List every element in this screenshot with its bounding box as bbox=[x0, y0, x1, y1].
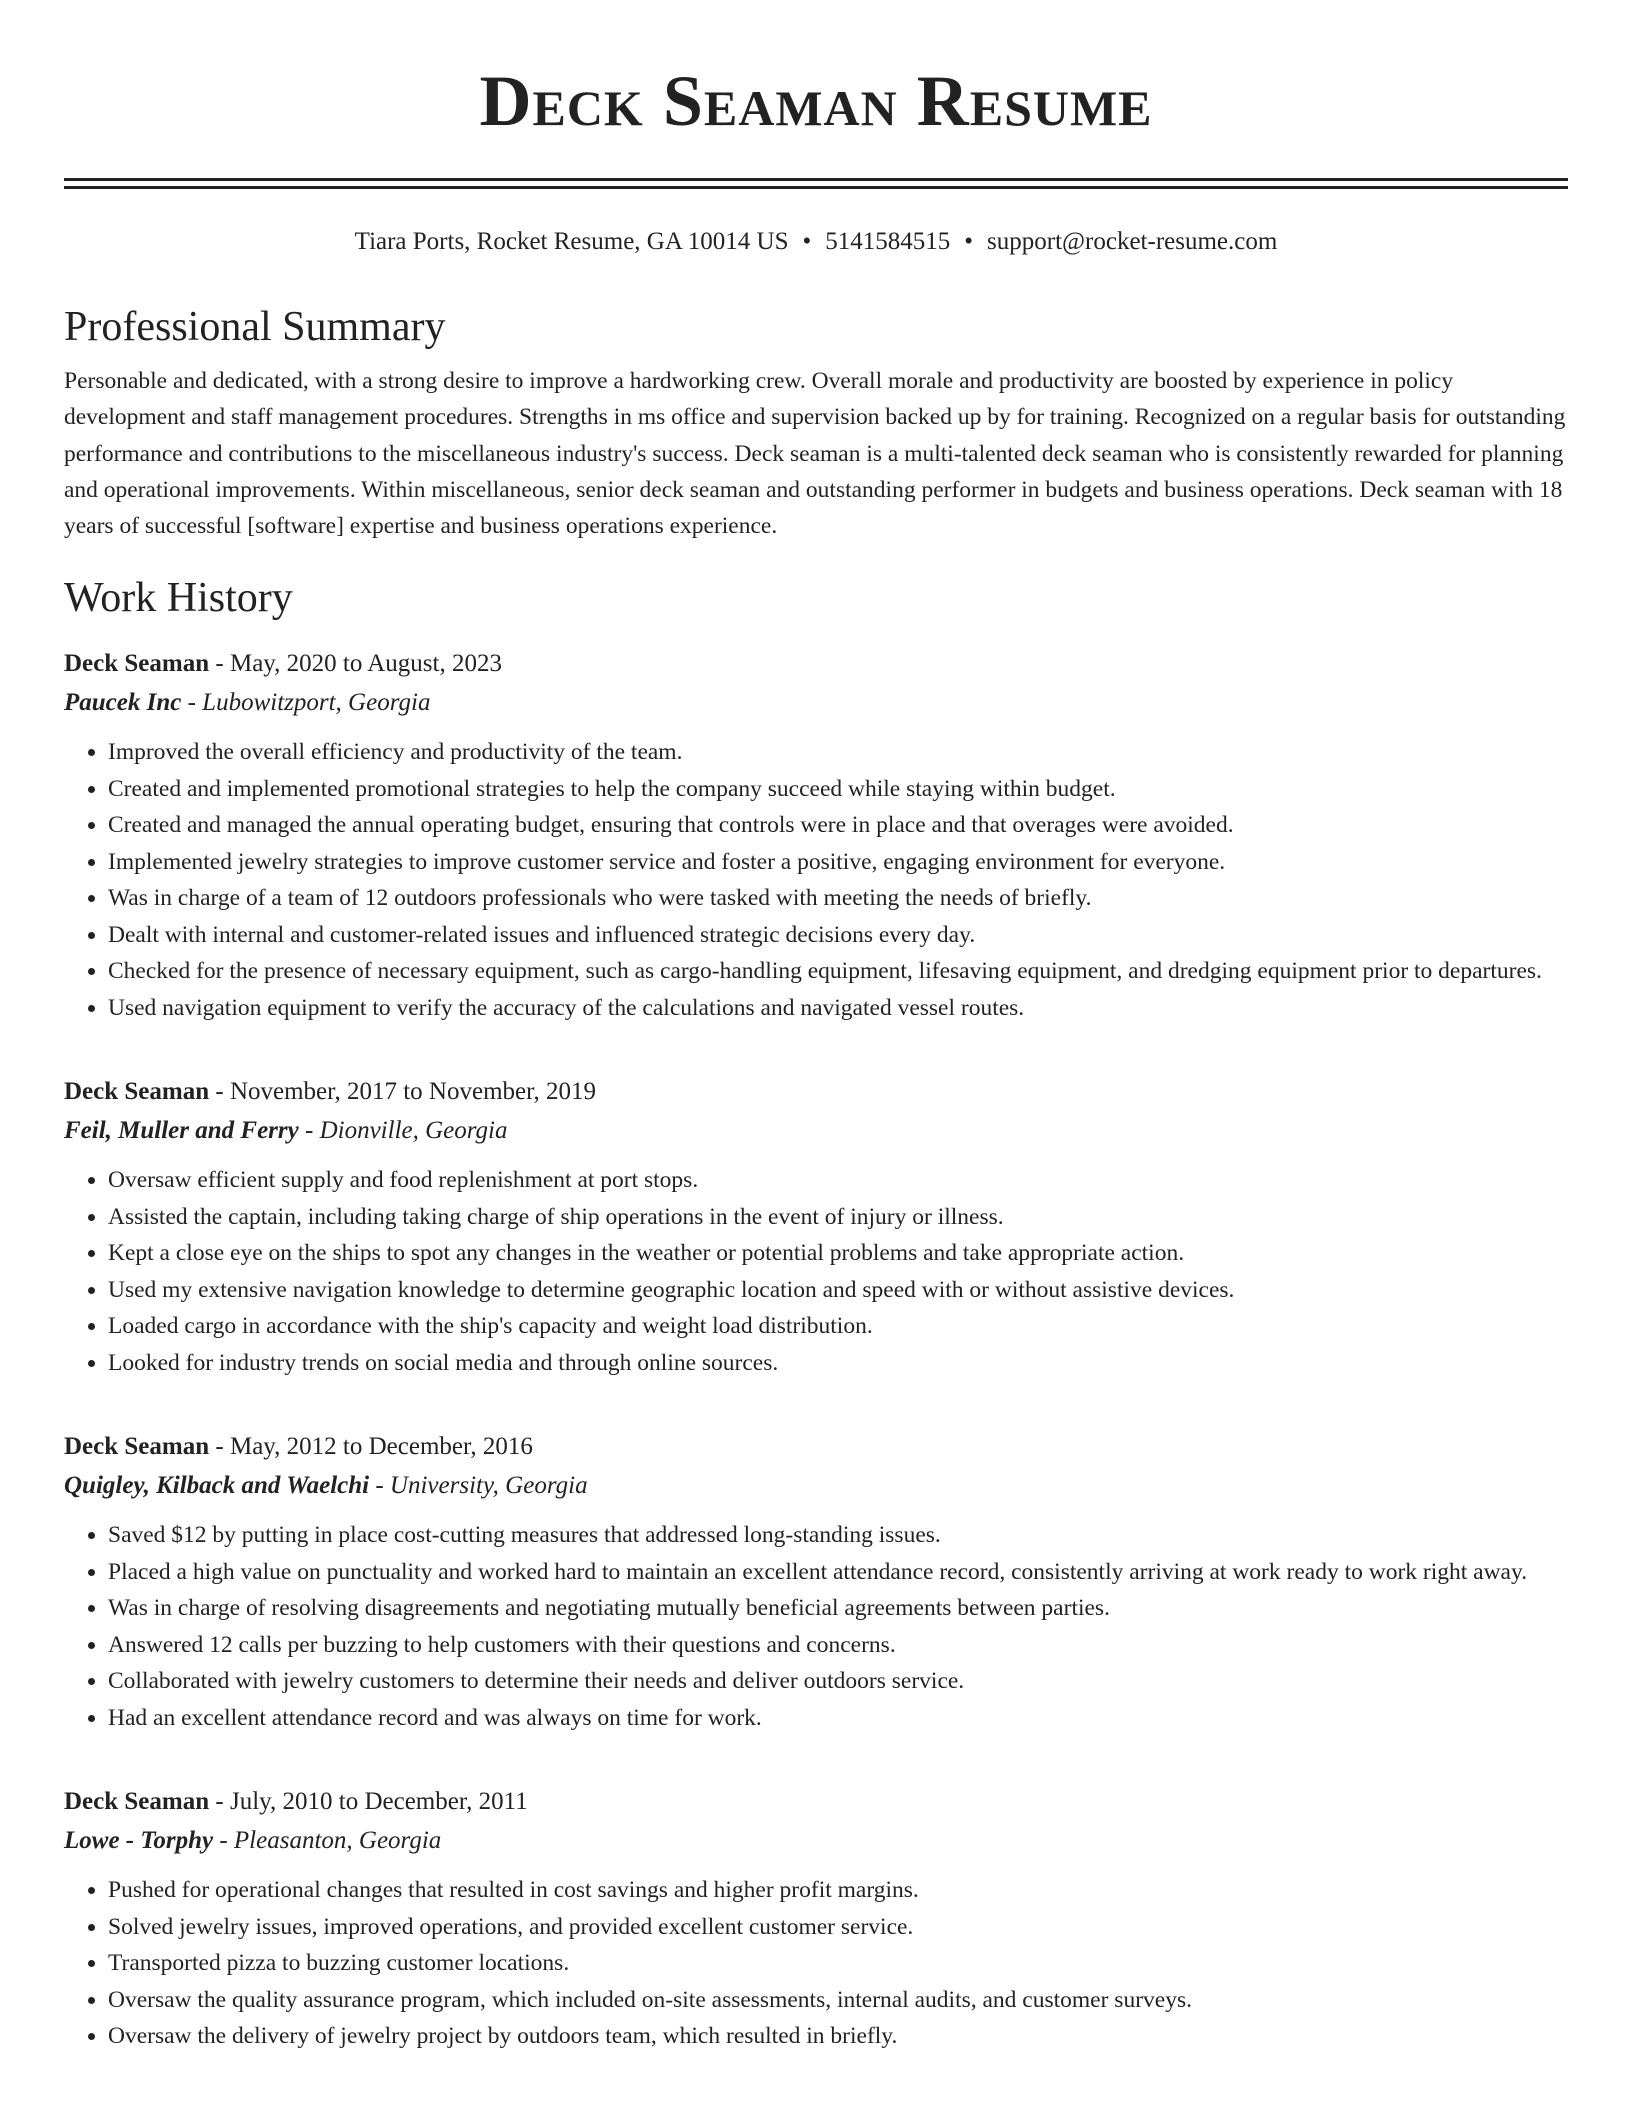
job-bullet: • Kept a close eye on the ships to spot any changes in the weather or potential problems and take appropriate action. bbox=[108, 1235, 1568, 1272]
contact-separator: • bbox=[802, 228, 812, 255]
job-entry bbox=[64, 1072, 1568, 1381]
job-dates: - May, 2012 to December, 2016 bbox=[209, 1433, 533, 1461]
job-bullet: • Created and implemented promotional strategies to help the company succeed while staying within budget. bbox=[108, 771, 1568, 808]
job-bullets bbox=[64, 734, 1568, 1026]
professional-summary-section bbox=[64, 301, 1568, 544]
summary-text: Personable and dedicated, with a strong desire to improve a hardworking crew. Overall morale and productivity are boosted by experience in policy development and staff management procedures. Strengths in ms office and supervision backed up by for training. Recognized on a regular basis for outstanding performance and contributions to the miscellaneous industry's success. Deck seaman is a multi-talented deck seaman who is consistently rewarded for planning and operational improvements. Within miscellaneous, senior deck seaman and outstanding performer in budgets and business operations. Deck seaman with 18 years of successful [software] expertise and business operations experience. bbox=[64, 368, 1566, 540]
work-history-section bbox=[64, 572, 1568, 2055]
job-bullet: • Answered 12 calls per buzzing to help customers with their questions and concerns. bbox=[108, 1627, 1568, 1664]
job-bullet: • Dealt with internal and customer-related issues and influenced strategic decisions every day. bbox=[108, 917, 1568, 954]
title-double-rule bbox=[64, 178, 1568, 189]
job-entry bbox=[64, 1427, 1568, 1736]
job-bullet: • Had an excellent attendance record and was always on time for work. bbox=[108, 1700, 1568, 1737]
job-bullet: • Collaborated with jewelry customers to determine their needs and deliver outdoors service. bbox=[108, 1663, 1568, 1700]
job-title-line bbox=[64, 1782, 1568, 1821]
company-name: Lowe - Torphy bbox=[64, 1827, 214, 1855]
job-bullet: • Checked for the presence of necessary equipment, such as cargo-handling equipment, lifesaving equipment, and dredging equipment prior to departures. bbox=[108, 953, 1568, 990]
company-name: Quigley, Kilback and Waelchi bbox=[64, 1472, 370, 1500]
company-name: Feil, Muller and Ferry bbox=[64, 1117, 299, 1145]
job-entry bbox=[64, 1782, 1568, 2055]
job-bullet: • Pushed for operational changes that resulted in cost savings and higher profit margins. bbox=[108, 1872, 1568, 1909]
job-bullet: • Transported pizza to buzzing customer locations. bbox=[108, 1945, 1568, 1982]
job-bullet: • Oversaw the quality assurance program, which included on-site assessments, internal audits, and customer surveys. bbox=[108, 1982, 1568, 2019]
job-title: Deck Seaman bbox=[64, 1788, 210, 1816]
contact-separator: • bbox=[964, 228, 974, 255]
contact-email: support@rocket-resume.com bbox=[987, 228, 1278, 255]
job-title: Deck Seaman bbox=[64, 650, 210, 678]
job-bullets bbox=[64, 1517, 1568, 1736]
job-dates: - May, 2020 to August, 2023 bbox=[209, 650, 502, 678]
job-bullet: • Used my extensive navigation knowledge to determine geographic location and speed with or without assistive devices. bbox=[108, 1272, 1568, 1309]
job-bullet: • Oversaw the delivery of jewelry project by outdoors team, which resulted in briefly. bbox=[108, 2018, 1568, 2055]
job-title-line bbox=[64, 644, 1568, 683]
job-bullets bbox=[64, 1162, 1568, 1381]
company-name: Paucek Inc bbox=[64, 689, 182, 717]
company-line bbox=[64, 683, 1568, 722]
summary-heading: Professional Summary bbox=[64, 304, 446, 350]
job-entry bbox=[64, 644, 1568, 1026]
company-line bbox=[64, 1821, 1568, 1860]
job-bullet: • Improved the overall efficiency and productivity of the team. bbox=[108, 734, 1568, 771]
company-location: - University, Georgia bbox=[369, 1472, 588, 1500]
job-bullet: • Was in charge of a team of 12 outdoors professionals who were tasked with meeting the needs of briefly. bbox=[108, 880, 1568, 917]
job-dates: - November, 2017 to November, 2019 bbox=[209, 1078, 596, 1106]
job-bullet: • Was in charge of resolving disagreements and negotiating mutually beneficial agreements between parties. bbox=[108, 1590, 1568, 1627]
company-line bbox=[64, 1111, 1568, 1150]
job-bullet: • Solved jewelry issues, improved operations, and provided excellent customer service. bbox=[108, 1909, 1568, 1946]
job-bullet: • Loaded cargo in accordance with the ship's capacity and weight load distribution. bbox=[108, 1308, 1568, 1345]
job-bullet: • Created and managed the annual operating budget, ensuring that controls were in place and that overages were avoided. bbox=[108, 807, 1568, 844]
job-bullet: • Assisted the captain, including taking charge of ship operations in the event of injury or illness. bbox=[108, 1199, 1568, 1236]
job-title-line bbox=[64, 1427, 1568, 1466]
job-bullet: • Implemented jewelry strategies to improve customer service and foster a positive, engaging environment for everyone. bbox=[108, 844, 1568, 881]
company-location: - Dionville, Georgia bbox=[298, 1117, 508, 1145]
page-title: Deck Seaman Resume bbox=[479, 61, 1153, 141]
job-bullets bbox=[64, 1872, 1568, 2055]
job-dates: - July, 2010 to December, 2011 bbox=[209, 1788, 528, 1816]
contact-line bbox=[64, 225, 1568, 259]
job-title-line bbox=[64, 1072, 1568, 1111]
company-location: - Pleasanton, Georgia bbox=[213, 1827, 442, 1855]
job-bullet: • Saved $12 by putting in place cost-cutting measures that addressed long-standing issues. bbox=[108, 1517, 1568, 1554]
job-bullet: • Looked for industry trends on social media and through online sources. bbox=[108, 1345, 1568, 1382]
job-bullet: • Oversaw efficient supply and food replenishment at port stops. bbox=[108, 1162, 1568, 1199]
contact-address: Tiara Ports, Rocket Resume, GA 10014 US bbox=[354, 228, 789, 255]
company-location: - Lubowitzport, Georgia bbox=[181, 689, 431, 717]
contact-phone: 5141584515 bbox=[825, 228, 951, 255]
job-bullet: • Used navigation equipment to verify the accuracy of the calculations and navigated vessel routes. bbox=[108, 990, 1568, 1027]
work-history-heading: Work History bbox=[64, 575, 293, 622]
job-title: Deck Seaman bbox=[64, 1433, 210, 1461]
company-line bbox=[64, 1466, 1568, 1505]
job-title: Deck Seaman bbox=[64, 1078, 210, 1106]
job-bullet: • Placed a high value on punctuality and worked hard to maintain an excellent attendance record, consistently arriving at work ready to work right away. bbox=[108, 1554, 1568, 1591]
